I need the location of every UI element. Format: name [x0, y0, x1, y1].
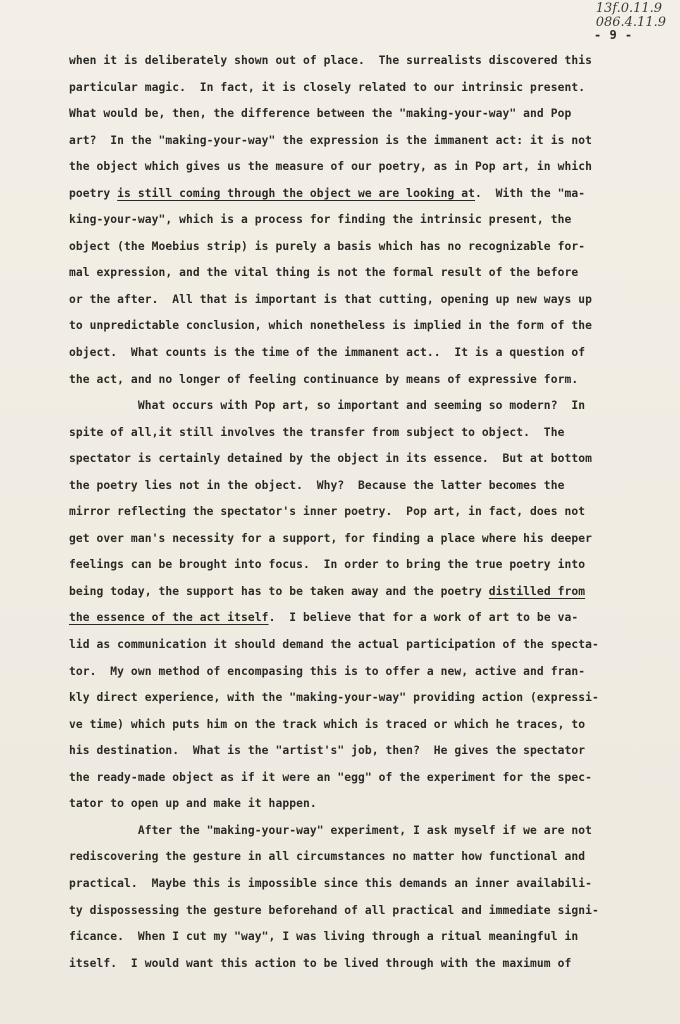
text-line — [69, 446, 680, 473]
text-line — [69, 605, 680, 632]
text-line — [69, 154, 680, 181]
text-line — [69, 101, 680, 128]
line-text: poetry — [69, 186, 118, 200]
archive-annotation — [596, 2, 666, 30]
underlined-text: distilled from — [488, 584, 586, 598]
line-text: ficance. When I cut my "way", I was living through a ritual meaningful in — [69, 930, 579, 944]
text-line — [69, 340, 680, 367]
text-line — [69, 898, 680, 925]
line-text: itself. I would want this action to be lived through with the maximum of — [69, 956, 572, 970]
text-line — [69, 659, 680, 686]
line-text: the ready-made object as if it were an "egg" of the experiment for the spec- — [69, 770, 592, 784]
text-line — [69, 685, 680, 712]
text-line — [69, 393, 680, 420]
text-line — [69, 287, 680, 314]
line-text: object (the Moebius strip) is purely a basis which has no recognizable for- — [69, 239, 586, 253]
line-text: practical. Maybe this is impossible since this demands an inner availabili- — [69, 876, 592, 890]
line-text: mirror reflecting the spectator's inner poetry. Pop art, in fact, does not — [69, 505, 586, 519]
line-text: ve time) which puts him on the track which is traced or which he traces, to — [69, 717, 586, 731]
text-line — [69, 712, 680, 739]
line-text: rediscovering the gesture in all circumstances no matter how functional and — [69, 850, 586, 864]
text-line — [69, 260, 680, 287]
line-text: the poetry lies not in the object. Why? Because the latter becomes the — [69, 478, 565, 492]
text-line — [69, 473, 680, 500]
text-line — [69, 844, 680, 871]
line-text: being today, the support has to be taken away and the poetry — [69, 584, 489, 598]
archive-number-1: 13f.0.11.9 — [595, 1, 663, 16]
text-line — [69, 367, 680, 394]
text-line — [69, 526, 680, 553]
text-line — [69, 818, 680, 845]
text-line — [69, 871, 680, 898]
text-line — [69, 499, 680, 526]
text-line — [69, 632, 680, 659]
body-text — [69, 48, 680, 977]
text-line — [69, 791, 680, 818]
line-text: king-your-way", which is a process for finding the intrinsic present, the — [69, 213, 572, 227]
line-text: when it is deliberately shown out of place. The surrealists discovered this — [69, 54, 592, 67]
text-line — [69, 552, 680, 579]
text-line — [69, 579, 680, 606]
line-text: tator to open up and make it happen. — [69, 797, 317, 811]
line-text: spite of all,it still involves the transfer from subject to object. The — [69, 425, 565, 439]
text-line — [69, 75, 680, 102]
text-line — [69, 48, 680, 75]
underlined-text: is still coming through the object we are looking at — [117, 186, 475, 200]
line-text: After the "making-your-way" experiment, I ask myself if we are not — [69, 823, 592, 837]
text-line — [69, 207, 680, 234]
line-text: tor. My own method of encompasing this is to offer a new, active and fran- — [69, 664, 586, 678]
line-text: object. What counts is the time of the immanent act.. It is a question of — [69, 346, 586, 360]
line-text: his destination. What is the "artist's" job, then? He gives the spectator — [69, 744, 586, 758]
text-line — [69, 181, 680, 208]
line-text: kly direct experience, with the "making-your-way" providing action (expressi- — [69, 691, 599, 705]
line-text: spectator is certainly detained by the object in its essence. But at bottom — [69, 452, 592, 466]
text-line — [69, 420, 680, 447]
line-text: ty dispossessing the gesture beforehand of all practical and immediate signi- — [69, 903, 599, 917]
line-text: art? In the "making-your-way" the expression is the immanent act: it is not — [69, 133, 592, 147]
text-line — [69, 313, 680, 340]
line-text: get over man's necessity for a support, for finding a place where his deeper — [69, 531, 592, 545]
line-text: What would be, then, the difference between the "making-your-way" and Pop — [69, 107, 572, 121]
line-text: or the after. All that is important is that cutting, opening up new ways up — [69, 292, 592, 306]
text-line — [69, 951, 680, 978]
line-text: the act, and no longer of feeling continuance by means of expressive form. — [69, 372, 579, 386]
text-line — [69, 234, 680, 261]
archive-number-2: 086.4.11.9 — [595, 15, 666, 30]
line-text: mal expression, and the vital thing is not the formal result of the before — [69, 266, 579, 280]
line-text: lid as communication it should demand the actual participation of the specta- — [69, 638, 599, 652]
text-line — [69, 738, 680, 765]
line-text: feelings can be brought into focus. In order to bring the true poetry into — [69, 558, 586, 572]
line-text: What occurs with Pop art, so important and seeming so modern? In — [69, 399, 586, 413]
text-line — [69, 128, 680, 155]
line-text: the object which gives us the measure of our poetry, as in Pop art, in which — [69, 160, 592, 174]
page-number: - 9 - — [594, 28, 633, 42]
line-text-after: . I believe that for a work of art to be va- — [268, 611, 579, 625]
line-text: particular magic. In fact, it is closely related to our intrinsic present. — [69, 80, 586, 94]
text-line — [69, 765, 680, 792]
line-text-after: . With the "ma- — [475, 186, 586, 200]
line-text: to unpredictable conclusion, which nonetheless is implied in the form of the — [69, 319, 592, 333]
text-line — [69, 924, 680, 951]
underlined-text: the essence of the act itself — [69, 611, 269, 625]
